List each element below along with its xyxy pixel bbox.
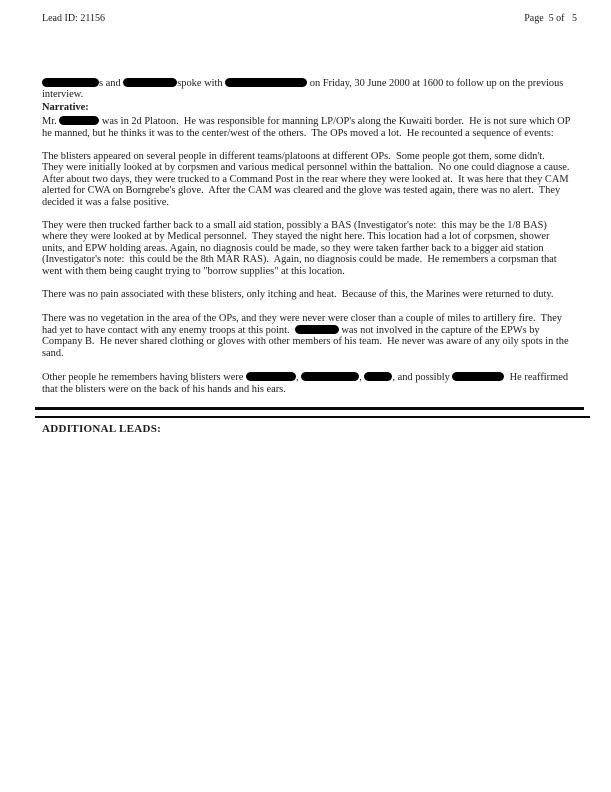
additional-leads-heading: ADDITIONAL LEADS: <box>42 423 162 436</box>
section-divider <box>35 407 590 418</box>
lead-id-label: Lead ID: 21156 <box>42 13 105 24</box>
narrative-heading: Narrative: <box>42 101 89 113</box>
document-body <box>42 77 575 436</box>
narrative-paragraph-no-vegetation: There was no vegetation in the area of the OPs, and they were never were closer than a couple of miles to artillery fire. They had yet to have contact with any enemy troops at this point. was not involved in the capture of the EPWs by Company B. He never shared clothing or gloves with other members of his team. He never was aware of any oily spots in the sand. <box>42 312 572 359</box>
narrative-paragraph-blisters: The blisters appeared on several people in different teams/platoons at different OPs. Some people got them, some didn't. They were initially looked at by corpsmen and various medical personnel within the battalion. No one could diagnose a cause. After about two days, they were trucked to a Command Post in the rear where they were looked at. It was here that they CAM alerted for CWA on Borngrebe's glove. After the CAM was cleared and the glove was tested again, there was no alert. They decided it was a false positive. <box>42 151 575 208</box>
page-number-label: Page 5 of 5 <box>524 13 577 24</box>
divider-line-top <box>35 407 584 410</box>
page-header <box>42 13 577 24</box>
redaction-bar <box>59 116 99 125</box>
redaction-bar <box>123 78 177 87</box>
divider-line-bottom <box>35 416 590 419</box>
redaction-bar <box>42 78 99 87</box>
redaction-bar <box>295 325 339 334</box>
redaction-bar <box>301 372 359 381</box>
narrative-paragraph-aid-station: They were then trucked farther back to a small aid station, possibly a BAS (Investigator's note: this may be the 1/8 BAS) where they were looked at by Medical personnel. They stayed the night here. This location had a lot of corpsmen, shower units, and EPW holding areas. Again, no diagnosis could be made, so they were taken farther back to a bigger aid station (Investigator's note: this could be the 8th MAR RAS). Again, no diagnosis could be made. He remembers a corpsman that went with them being caught trying to "borrow supplies" at this location. <box>42 220 560 277</box>
intro-paragraph: s and spoke with on Friday, 30 June 2000 at 1600 to follow up on the previous interview. <box>42 78 566 101</box>
redaction-bar <box>246 372 296 381</box>
redaction-bar <box>364 372 392 381</box>
redaction-bar <box>452 372 504 381</box>
narrative-paragraph-no-pain: There was no pain associated with these blisters, only itching and heat. Because of this, the Marines were returned to duty. <box>42 289 554 301</box>
redaction-bar <box>225 78 307 87</box>
narrative-paragraph-platoon: Mr. was in 2d Platoon. He was responsible for manning LP/OP's along the Kuwaiti border. He is not sure which OP he manned, but he thinks it was to the center/west of the others. The OPs moved a lot. He recounted a sequence of events: <box>42 116 573 139</box>
narrative-paragraph-other-people: Other people he remembers having blisters were , , , and possibly He reaffirmed that the blisters were on the back of his hands and his ears. <box>42 372 571 395</box>
